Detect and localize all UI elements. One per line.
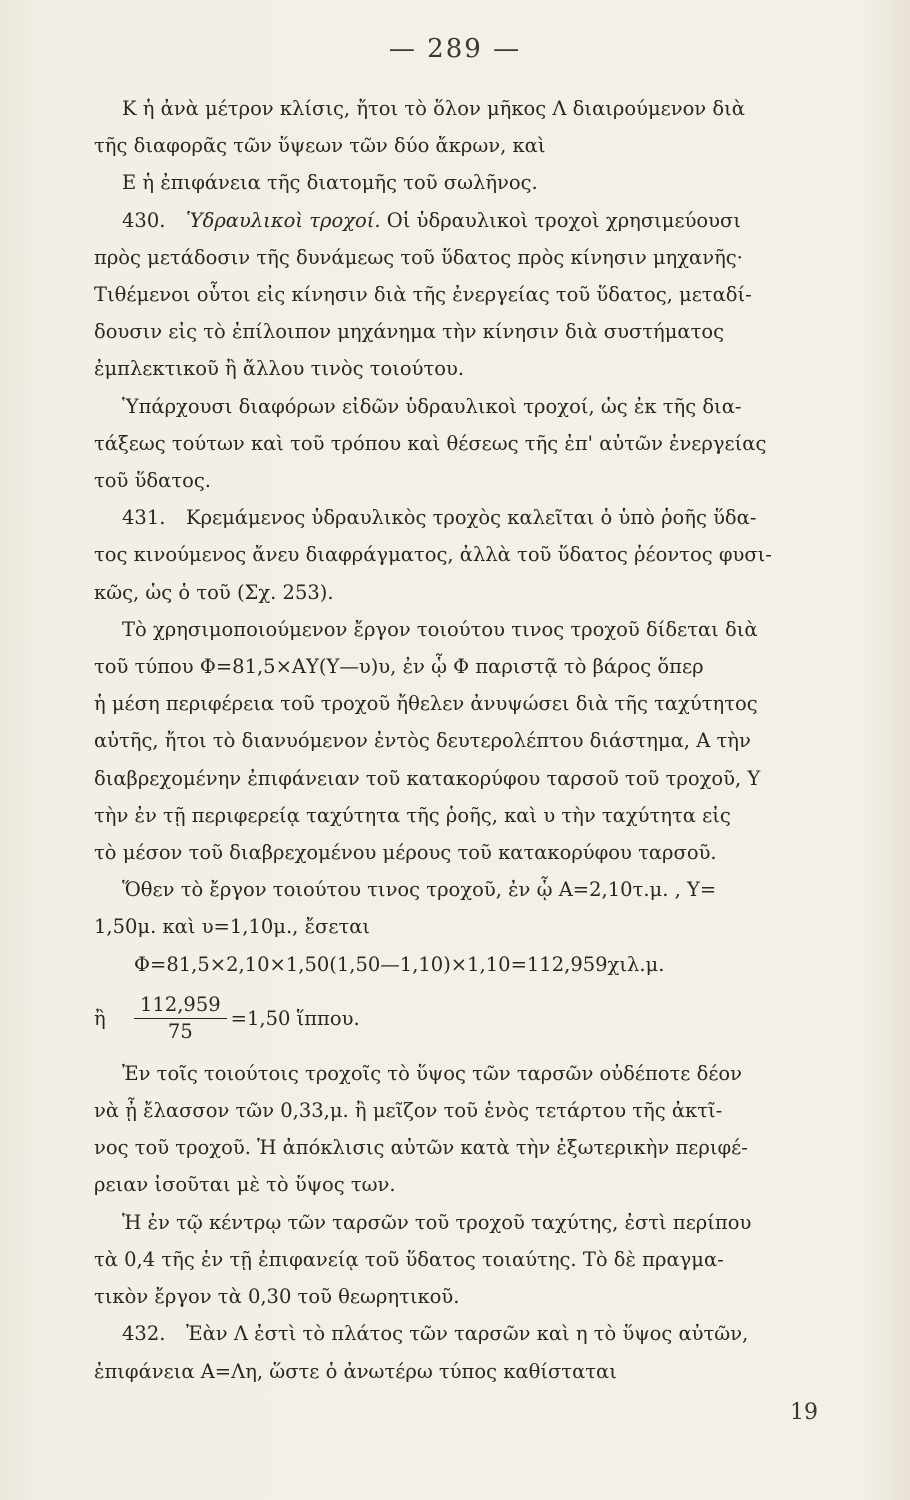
text-line: [94, 499, 816, 536]
text-line: Ὅθεν τὸ ἔργον τοιούτου τινος τροχοῦ, ἐν ᾧ Α=2,10τ.μ. , Υ=: [122, 878, 717, 902]
text-line: κῶς, ὡς ὁ τοῦ (Σχ. 253).: [94, 580, 334, 604]
text-line: τάξεως τούτων καὶ τοῦ τρόπου καὶ θέσεως τῆς ἐπ' αὐτῶν ἐνεργείας: [94, 431, 767, 455]
text-line: τοῦ ὕδατος.: [94, 469, 211, 493]
section-431: [94, 499, 816, 1315]
text-line: Κ ἡ ἀνὰ μέτρον κλίσις, ἤτοι τὸ ὅλον μῆκος Λ διαιρούμενον διὰ: [122, 97, 745, 120]
signature-mark: 19: [790, 1400, 818, 1425]
text-line: διαβρεχομένην ἐπιφάνειαν τοῦ κατακορύφου ταρσοῦ τοῦ τροχοῦ, Υ: [94, 766, 761, 790]
text-line: Ὑπάρχουσι διαφόρων εἰδῶν ὑδραυλικοὶ τροχοί, ὡς ἐκ τῆς δια-: [122, 394, 742, 418]
page-number: — 289 —: [388, 34, 522, 64]
text-line: ἡ μέση περιφέρεια τοῦ τροχοῦ ἤθελεν ἀνυψώσει διὰ τῆς ταχύτητος: [94, 692, 758, 716]
text-line: Ἡ ἐν τῷ κέντρῳ τῶν ταρσῶν τοῦ τροχοῦ ταχύτης, ἐστὶ περίπου: [122, 1210, 752, 1234]
section-430: [94, 202, 816, 500]
fraction-result: =1,50 ἵππου.: [230, 1007, 360, 1031]
text-line: πρὸς μετάδοσιν τῆς δυνάμεως τοῦ ὕδατος πρὸς κίνησιν μηχανῆς·: [94, 245, 743, 269]
text-fragment: Ἐὰν Λ ἐστὶ τὸ πλάτος τῶν ταρσῶν καὶ η τὸ ὕψος αὐτῶν,: [186, 1322, 749, 1346]
text-line: ρειαν ἰσοῦται μὲ τὸ ὕψος των.: [94, 1173, 396, 1197]
text-line: 1,50μ. καὶ υ=1,10μ., ἔσεται: [94, 915, 371, 939]
section-432: [94, 1315, 816, 1389]
text-fragment: Κρεμάμενος ὑδραυλικὸς τροχὸς καλεῖται ὁ ὑπὸ ῥοῆς ὕδα-: [186, 506, 757, 530]
text-line: ἐμπλεκτικοῦ ἢ ἄλλου τινὸς τοιούτου.: [94, 357, 465, 381]
section-title: Ὑδραυλικοὶ τροχοί.: [186, 208, 381, 232]
body-text: [94, 90, 816, 1390]
text-line: Ἐν τοῖς τοιούτοις τροχοῖς τὸ ὕψος τῶν ταρσῶν οὐδέποτε δέον: [122, 1061, 743, 1085]
fraction: [134, 992, 227, 1045]
fraction-numerator: 112,959: [134, 992, 227, 1019]
text-line: [94, 1315, 816, 1352]
text-fragment: Οἱ ὑδραυλικοὶ τροχοὶ χρησιμεύουσι: [386, 208, 741, 232]
fraction-denominator: 75: [167, 1020, 193, 1044]
text-line: δουσιν εἰς τὸ ἐπίλοιπον μηχάνημα τὴν κίνησιν διὰ συστήματος: [94, 320, 725, 344]
intro-paragraph: [94, 90, 816, 202]
fraction-equation: [94, 983, 816, 1055]
text-line: νος τοῦ τροχοῦ. Ἡ ἀπόκλισις αὐτῶν κατὰ τὴν ἐξωτερικὴν περιφέ-: [94, 1136, 748, 1160]
section-number: 430.: [122, 208, 166, 232]
text-line: Τιθέμενοι οὗτοι εἰς κίνησιν διὰ τῆς ἐνεργείας τοῦ ὕδατος, μεταδί-: [94, 283, 752, 307]
text-line: τοῦ τύπου Φ=81,5×ΑΥ(Υ—υ)υ, ἐν ᾧ Φ παριστᾷ τὸ βάρος ὅπερ: [94, 655, 704, 679]
text-line: αὐτῆς, ἤτοι τὸ διανυόμενον ἐντὸς δευτερολέπτου διάστημα, Α τὴν: [94, 729, 751, 753]
text-line: Τὸ χρησιμοποιούμενον ἔργον τοιούτου τινος τροχοῦ δίδεται διὰ: [122, 617, 758, 641]
text-line: τὸ μέσον τοῦ διαβρεχομένου μέρους τοῦ κατακορύφου ταρσοῦ.: [94, 841, 717, 865]
section-number: 431.: [122, 506, 166, 530]
eta-word: ἢ: [94, 1007, 106, 1031]
text-line: τος κινούμενος ἄνευ διαφράγματος, ἀλλὰ τοῦ ὕδατος ῥέοντος φυσι-: [94, 543, 772, 567]
text-line: τικὸν ἔργον τὰ 0,30 τοῦ θεωρητικοῦ.: [94, 1285, 460, 1309]
text-line: [94, 202, 816, 239]
text-line: τὰ 0,4 τῆς ἐν τῇ ἐπιφανείᾳ τοῦ ὕδατος τοιαύτης. Τὸ δὲ πραγμα-: [94, 1247, 724, 1271]
equation: Φ=81,5×2,10×1,50(1,50—1,10)×1,10=112,959χιλ.μ.: [134, 952, 665, 976]
section-number: 432.: [122, 1322, 166, 1346]
text-line: ἐπιφάνεια Α=Λη, ὥστε ὁ ἀνωτέρω τύπος καθίσταται: [94, 1359, 617, 1383]
text-line: τὴν ἐν τῇ περιφερείᾳ ταχύτητα τῆς ῥοῆς, καὶ υ τὴν ταχύτητα εἰς: [94, 803, 731, 827]
text-line: Ε ἡ ἐπιφάνεια τῆς διατομῆς τοῦ σωλῆνος.: [122, 171, 538, 195]
text-line: τῆς διαφορᾶς τῶν ὕψεων τῶν δύο ἄκρων, καὶ: [94, 134, 546, 158]
text-line: νὰ ᾖ ἔλασσον τῶν 0,33,μ. ἢ μεῖζον τοῦ ἑνὸς τετάρτου τῆς ἀκτῖ-: [94, 1099, 723, 1123]
